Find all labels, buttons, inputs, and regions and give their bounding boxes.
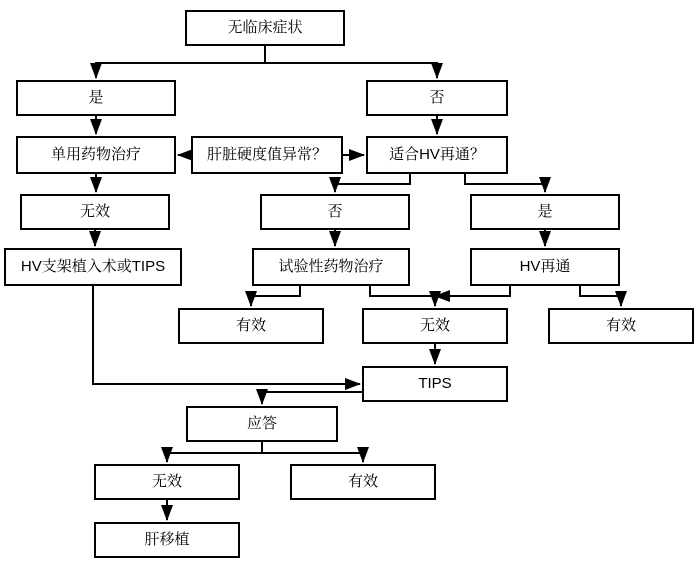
node-yes-branch: 是: [16, 80, 176, 116]
node-yes-right: 是: [470, 194, 620, 230]
node-effective-right: 有效: [548, 308, 694, 344]
node-hv-recanalization-suitable-question: 适合HV再通？: [366, 136, 508, 174]
node-ineffective-middle: 无效: [362, 308, 508, 344]
node-drug-therapy-only: 单用药物治疗: [16, 136, 176, 174]
node-ineffective-left: 无效: [20, 194, 170, 230]
node-liver-stiffness-abnormal-question: 肝脏硬度值异常？: [191, 136, 343, 174]
node-no-clinical-symptoms: 无临床症状: [185, 10, 345, 46]
node-no-branch: 否: [366, 80, 508, 116]
node-no-middle: 否: [260, 194, 410, 230]
node-experimental-drug-therapy: 试验性药物治疗: [252, 248, 410, 286]
node-liver-transplant: 肝移植: [94, 522, 240, 558]
node-hv-stent-or-tips: HV支架植入术或TIPS: [4, 248, 182, 286]
node-response: 应答: [186, 406, 338, 442]
node-tips: TIPS: [362, 366, 508, 402]
node-ineffective-bottom: 无效: [94, 464, 240, 500]
node-hv-recanalization: HV再通: [470, 248, 620, 286]
node-effective-bottom: 有效: [290, 464, 436, 500]
node-effective-middle-left: 有效: [178, 308, 324, 344]
